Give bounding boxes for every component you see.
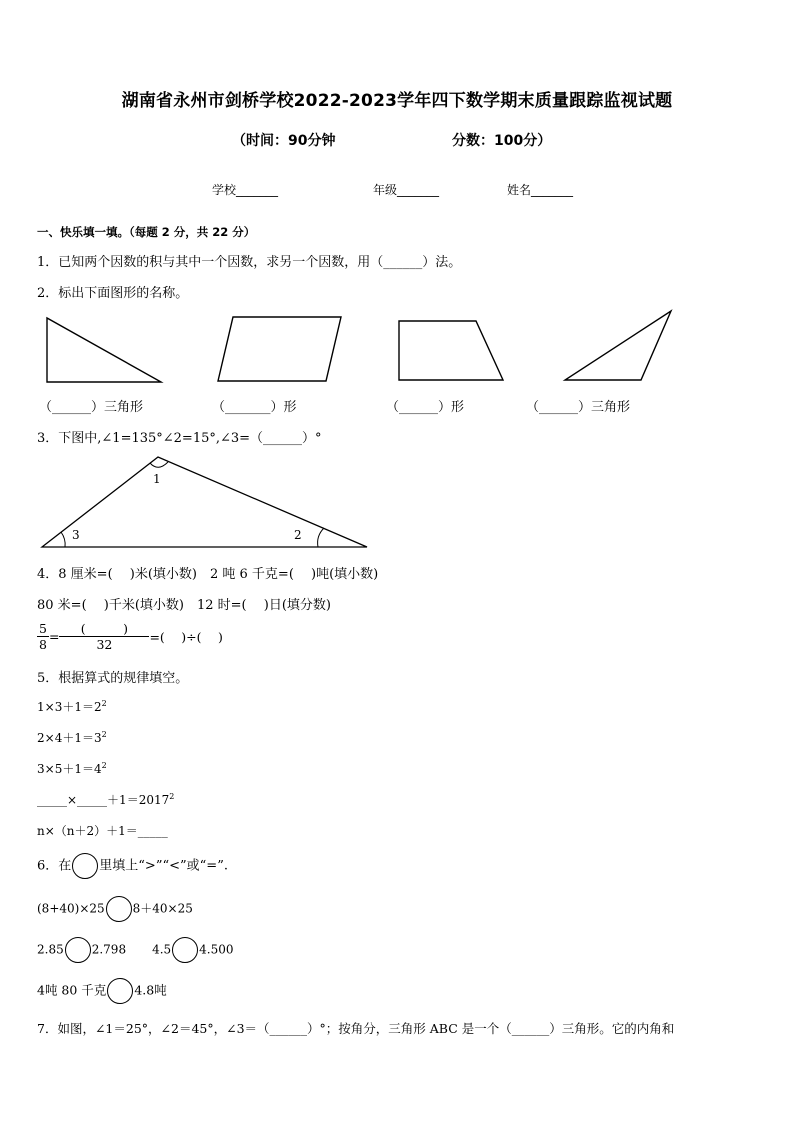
pattern-line-3: $3\times 5+1=4^2$ xyxy=(37,761,107,776)
question-1: 1．已知两个因数的积与其中一个因数，求另一个因数，用（______）法。 xyxy=(37,255,462,270)
angle-2-label: 2 xyxy=(294,528,302,542)
fraction-5-8: $\frac{5}{8}$ xyxy=(39,621,47,652)
question-7: 7．如图，∠1＝25°，∠2＝45°，∠3＝（______）°；按角分，三角形 ABC 是一个（______）三角形。它的内角和 xyxy=(37,1021,675,1036)
pattern-line-2: $2\times 4+1=3^2$ xyxy=(37,730,107,745)
shape-label-1: （______）三角形 xyxy=(39,400,144,415)
compare-circle-1[interactable] xyxy=(106,896,132,922)
grade-field[interactable]: 年级_______ xyxy=(373,183,440,197)
angle-3-label: 3 xyxy=(72,528,80,542)
triangle-figure xyxy=(0,450,794,550)
question-4-line-2: 80 米=( )千米(填小数) 12 时=( )日(填分数) xyxy=(37,598,331,613)
angle-2-arc xyxy=(318,528,324,547)
right-triangle-shape xyxy=(47,318,161,382)
angle-1-arc xyxy=(150,462,168,467)
pattern-line-5: n×（n＋2）＋1＝_____ xyxy=(37,824,168,838)
exam-score: 分数：100分） xyxy=(452,133,552,149)
compare-circle-4[interactable] xyxy=(107,978,133,1004)
compare-circle-2[interactable] xyxy=(65,937,91,963)
big-triangle xyxy=(42,457,367,547)
question-6: 6．在 里填上“>”“<”或“=”. xyxy=(37,853,228,879)
section-heading: 一、快乐填一填。（每题 2 分，共 22 分） xyxy=(37,225,256,239)
obtuse-triangle-shape xyxy=(565,311,671,380)
exam-time: （时间：90分钟 xyxy=(232,133,336,149)
question-4-line-1: 4．8 厘米=( )米(填小数) 2 吨 6 千克=( )吨(填小数) xyxy=(37,567,379,582)
trapezoid-shape xyxy=(399,321,503,380)
page-title: 湖南省永州市剑桥学校2022-2023学年四下数学期末质量跟踪监视试题 xyxy=(121,91,673,111)
shapes-figure xyxy=(0,305,794,395)
pattern-line-1: $1\times 3+1=2^2$ xyxy=(37,699,107,714)
question-4-fraction: $\frac{5}{8}$ = $\frac{( )}{32}$ =( )÷( ) xyxy=(39,621,223,652)
compare-row-1: (8+40)×25 8＋40×25 xyxy=(37,896,193,922)
angle-3-arc xyxy=(61,532,65,547)
compare-circle-3[interactable] xyxy=(172,937,198,963)
shape-label-4: （______）三角形 xyxy=(526,400,631,415)
parallelogram-shape xyxy=(218,317,341,381)
pattern-line-4: $\_\_\_\_\_\times\_\_\_\_\_+1=2017^2$ xyxy=(37,792,175,807)
compare-row-3: 4吨 80 千克 4.8吨 xyxy=(37,978,167,1004)
shape-label-2: （_______）形 xyxy=(212,400,297,415)
compare-circle-example xyxy=(72,853,98,879)
angle-1-label: 1 xyxy=(153,472,161,486)
fraction-blank-32: $\frac{( )}{32}$ xyxy=(59,621,149,652)
question-3: 3．下图中,∠1=135°∠2=15°,∠3=（______）° xyxy=(37,431,322,446)
school-field[interactable]: 学校_______ xyxy=(212,183,279,197)
name-field[interactable]: 姓名_______ xyxy=(507,183,574,197)
question-5: 5．根据算式的规律填空。 xyxy=(37,671,189,686)
shape-label-3: （______）形 xyxy=(386,400,465,415)
compare-row-2: 2.85 2.798 4.5 4.500 xyxy=(37,937,234,963)
question-2: 2．标出下面图形的名称。 xyxy=(37,286,189,301)
